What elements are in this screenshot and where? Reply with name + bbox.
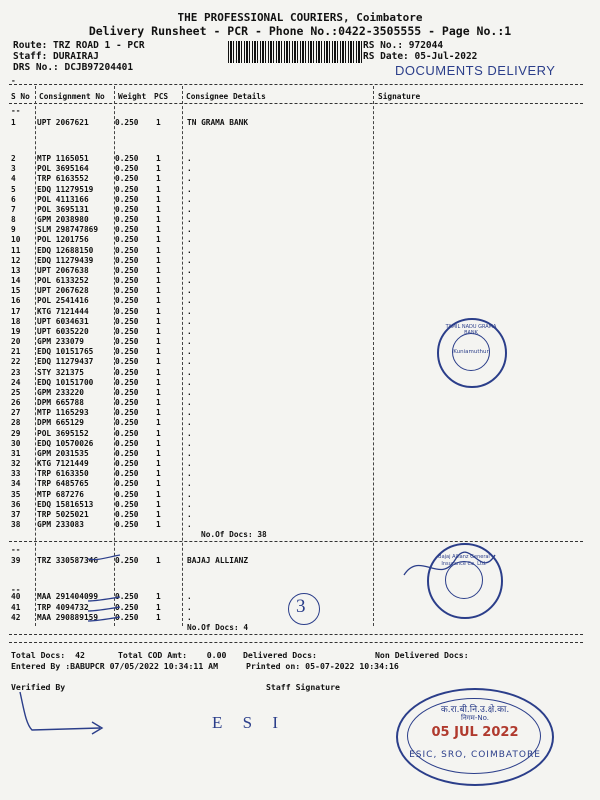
cell-cons: TRZ 330587346 — [37, 556, 99, 565]
cell-pcs: 1 — [156, 245, 161, 255]
verified-by: Verified By — [11, 682, 66, 692]
cell-cons: SLM 298747869 — [37, 225, 99, 235]
cell-sno: 21 — [11, 347, 21, 357]
top-rule — [9, 84, 583, 85]
cell-cons: DPM 665788 — [37, 398, 84, 408]
cell-det: . — [187, 602, 192, 612]
cell-wt: 0.250 — [115, 164, 139, 174]
cell-det: . — [187, 367, 192, 377]
esic-stamp-mid: निगम-No. — [461, 714, 489, 722]
cell-pcs: 1 — [156, 613, 161, 623]
cell-sno: 31 — [11, 448, 21, 458]
cell-wt: 0.250 — [115, 235, 139, 245]
cell-wt: 0.250 — [115, 418, 139, 428]
cell-pcs: 1 — [156, 286, 161, 296]
cell-det: . — [187, 592, 192, 601]
cell-wt: 0.250 — [115, 438, 139, 448]
cell-det: . — [187, 235, 192, 245]
col-separator — [35, 86, 36, 626]
cell-sno: 5 — [11, 184, 16, 194]
cell-det: . — [187, 357, 192, 367]
cell-det: . — [187, 418, 192, 428]
cell-det: . — [187, 438, 192, 448]
total-cod: Total COD Amt: 0.00 — [118, 650, 227, 660]
cell-wt: 0.250 — [115, 337, 139, 347]
cell-wt: 0.250 — [115, 592, 139, 601]
col-weight: Weight — [118, 92, 147, 101]
cell-pcs: 1 — [156, 438, 161, 448]
cell-det: . — [187, 276, 192, 286]
cell-cons: UPT 6035220 — [37, 326, 89, 336]
cell-cons: EDQ 10151700 — [37, 377, 94, 387]
esic-stamp-top: क.रा.बी.नि.उ.क्षे.का. — [440, 705, 510, 715]
cell-wt: 0.250 — [115, 225, 139, 235]
cell-wt: 0.250 — [115, 265, 139, 275]
cell-wt: 0.250 — [115, 296, 139, 306]
cell-cons: STY 321375 — [37, 367, 84, 377]
cell-wt: 0.250 — [115, 184, 139, 194]
cell-wt: 0.250 — [115, 194, 139, 204]
cell-pcs: 1 — [156, 154, 161, 163]
cell-pcs: 1 — [156, 337, 161, 347]
staff-signature: Staff Signature — [266, 682, 340, 692]
cell-det: . — [187, 225, 192, 235]
cell-sno: 30 — [11, 438, 21, 448]
cell-pcs: 1 — [156, 367, 161, 377]
cell-wt: 0.250 — [115, 387, 139, 397]
col-pcs: PCS — [154, 92, 169, 101]
cell-det: . — [187, 337, 192, 347]
cell-sno: 28 — [11, 418, 21, 428]
cell-cons: TRP 6163552 — [37, 174, 89, 184]
cell-cons: POL 4113166 — [37, 194, 89, 204]
cell-sno: 27 — [11, 408, 21, 418]
col-separator — [182, 86, 183, 626]
cell-sno: 7 — [11, 204, 16, 214]
cell-pcs: 1 — [156, 357, 161, 367]
bank-stamp-name: TAMIL NADU GRAMA BANK — [445, 324, 497, 336]
cell-det: . — [187, 326, 192, 336]
cell-cons: UPT 2067628 — [37, 286, 89, 296]
document-type-label: DOCUMENTS DELIVERY — [395, 63, 556, 78]
cell-cons: GPM 233079 — [37, 337, 84, 347]
group-dash: -- — [11, 106, 21, 115]
cell-pcs: 1 — [156, 387, 161, 397]
cell-sno: 32 — [11, 459, 21, 469]
cell-wt: 0.250 — [115, 306, 139, 316]
cell-wt: 0.250 — [115, 245, 139, 255]
cell-det: . — [187, 255, 192, 265]
cell-pcs: 1 — [156, 509, 161, 519]
cell-det: . — [187, 286, 192, 296]
cell-wt: 0.250 — [115, 602, 139, 612]
cell-cons: GPM 233220 — [37, 387, 84, 397]
cell-sno: 16 — [11, 296, 21, 306]
cell-det: . — [187, 398, 192, 408]
cell-det: TN GRAMA BANK — [187, 118, 249, 127]
cell-det: . — [187, 479, 192, 489]
cell-pcs: 1 — [156, 408, 161, 418]
cell-pcs: 1 — [156, 469, 161, 479]
cell-sno: 8 — [11, 215, 16, 225]
cell-cons: KTG 7121444 — [37, 306, 89, 316]
cell-pcs: 1 — [156, 459, 161, 469]
cell-wt: 0.250 — [115, 276, 139, 286]
cell-det: . — [187, 377, 192, 387]
cell-pcs: 1 — [156, 418, 161, 428]
cell-pcs: 1 — [156, 398, 161, 408]
cell-det: . — [187, 194, 192, 204]
cell-pcs: 1 — [156, 316, 161, 326]
col-separator — [373, 86, 374, 626]
col-signature: Signature — [378, 92, 421, 101]
cell-det: . — [187, 499, 192, 509]
cell-wt: 0.250 — [115, 520, 139, 530]
cell-det: . — [187, 296, 192, 306]
cell-sno: 25 — [11, 387, 21, 397]
group-dash: -- — [11, 585, 21, 594]
cell-cons: MTP 1165051 — [37, 154, 89, 163]
cell-pcs: 1 — [156, 499, 161, 509]
cell-sno: 19 — [11, 326, 21, 336]
insurance-stamp-name: Bajaj Allianz General Insurance Co. Ltd. — [438, 554, 490, 567]
staff-label: Staff: DURAIRAJ — [13, 51, 99, 62]
cell-cons: GPM 233083 — [37, 520, 84, 530]
cell-det: . — [187, 613, 192, 623]
esic-stamp — [396, 688, 554, 786]
cell-sno: 37 — [11, 509, 21, 519]
signature-scribble-icon — [400, 545, 500, 595]
cell-sno: 2 — [11, 154, 16, 163]
cell-cons: POL 6133252 — [37, 276, 89, 286]
group4-doc-count: No.Of Docs: 4 — [187, 623, 249, 632]
cell-cons: EDQ 15816513 — [37, 499, 94, 509]
cell-wt: 0.250 — [115, 174, 139, 184]
cell-sno: 3 — [11, 164, 16, 174]
cell-wt: 0.250 — [115, 326, 139, 336]
cell-det: BAJAJ ALLIANZ — [187, 556, 249, 565]
cell-wt: 0.250 — [115, 499, 139, 509]
cell-det: . — [187, 265, 192, 275]
cell-wt: 0.250 — [115, 509, 139, 519]
cell-cons: EDQ 11279519 — [37, 184, 94, 194]
cell-pcs: 1 — [156, 276, 161, 286]
cell-sno: 18 — [11, 316, 21, 326]
cell-cons: KTG 7121449 — [37, 459, 89, 469]
cell-wt: 0.250 — [115, 398, 139, 408]
cell-cons: POL 2541416 — [37, 296, 89, 306]
cell-cons: EDQ 12688150 — [37, 245, 94, 255]
cell-sno: 12 — [11, 255, 21, 265]
cell-pcs: 1 — [156, 428, 161, 438]
runsheet-subtitle: Delivery Runsheet - PCR - Phone No.:0422-3505555 - Page No.:1 — [88, 24, 512, 38]
group-rule — [9, 541, 583, 542]
cell-det: . — [187, 459, 192, 469]
cell-pcs: 1 — [156, 296, 161, 306]
cell-cons: EDQ 11279437 — [37, 357, 94, 367]
cell-sno: 29 — [11, 428, 21, 438]
bank-stamp-branch: Kuniamuthur — [453, 349, 489, 355]
cell-sno: 14 — [11, 276, 21, 286]
cell-cons: MTP 687276 — [37, 489, 84, 499]
route-label: Route: TRZ ROAD 1 - PCR — [13, 40, 145, 51]
cell-sno: 20 — [11, 337, 21, 347]
group-dash: -- — [11, 545, 21, 554]
cell-sno: 4 — [11, 174, 16, 184]
bank-stamp — [437, 318, 507, 388]
cell-cons: EDQ 11279439 — [37, 255, 94, 265]
cell-pcs: 1 — [156, 377, 161, 387]
cell-wt: 0.250 — [115, 204, 139, 214]
cell-wt: 0.250 — [115, 255, 139, 265]
cell-wt: 0.250 — [115, 613, 139, 623]
cell-det: . — [187, 509, 192, 519]
cell-wt: 0.250 — [115, 357, 139, 367]
cell-pcs: 1 — [156, 326, 161, 336]
cell-det: . — [187, 184, 192, 194]
cell-wt: 0.250 — [115, 154, 139, 163]
cell-cons: TRP 6485765 — [37, 479, 89, 489]
rs-date: RS Date: 05-Jul-2022 — [363, 51, 478, 62]
cell-pcs: 1 — [156, 225, 161, 235]
cell-cons: TRP 5025021 — [37, 509, 89, 519]
group2-doc-count: No.Of Docs: 38 — [201, 530, 267, 539]
cell-pcs: 1 — [156, 174, 161, 184]
cell-sno: 26 — [11, 398, 21, 408]
col-consignment: Consignment No — [39, 92, 105, 101]
cell-sno: 11 — [11, 245, 21, 255]
cell-wt: 0.250 — [115, 489, 139, 499]
handwritten-arrow-icon — [10, 690, 120, 745]
cell-det: . — [187, 316, 192, 326]
cell-sno: 36 — [11, 499, 21, 509]
cell-cons: GPM 2038980 — [37, 215, 89, 225]
cell-pcs: 1 — [156, 204, 161, 214]
cell-pcs: 1 — [156, 592, 161, 601]
cell-det: . — [187, 448, 192, 458]
cell-pcs: 1 — [156, 556, 161, 565]
cell-pcs: 1 — [156, 602, 161, 612]
cell-wt: 0.250 — [115, 459, 139, 469]
cell-wt: 0.250 — [115, 377, 139, 387]
delivered-docs: Delivered Docs: — [243, 650, 317, 660]
col-sno: S No — [11, 92, 30, 101]
cell-det: . — [187, 387, 192, 397]
esic-stamp-bottom: ESIC, SRO, COIMBATORE — [409, 750, 541, 760]
cell-wt: 0.250 — [115, 118, 139, 127]
cell-sno: 33 — [11, 469, 21, 479]
cell-wt: 0.250 — [115, 408, 139, 418]
cell-cons: DPM 665129 — [37, 418, 84, 428]
cell-sno: 40 — [11, 592, 21, 601]
cell-sno: 23 — [11, 367, 21, 377]
cell-sno: 1 — [11, 118, 16, 127]
cell-sno: 39 — [11, 556, 21, 565]
cell-cons: UPT 2067638 — [37, 265, 89, 275]
cell-sno: 15 — [11, 286, 21, 296]
tick-marks-icon — [86, 553, 126, 633]
cell-wt: 0.250 — [115, 316, 139, 326]
company-title: THE PROFESSIONAL COURIERS, Coimbatore — [177, 11, 423, 24]
cell-cons: MTP 1165293 — [37, 408, 89, 418]
entered-by: Entered By :BABUPCR 07/05/2022 10:34:11 AM — [11, 661, 219, 671]
handwritten-count: 3 — [296, 596, 306, 617]
cell-sno: 41 — [11, 602, 21, 612]
cell-wt: 0.250 — [115, 347, 139, 357]
cell-cons: TRP 4094732 — [37, 602, 89, 612]
cell-sno: 42 — [11, 613, 21, 623]
cell-pcs: 1 — [156, 520, 161, 530]
cell-wt: 0.250 — [115, 556, 139, 565]
cell-sno: 22 — [11, 357, 21, 367]
cell-wt: 0.250 — [115, 367, 139, 377]
cell-pcs: 1 — [156, 235, 161, 245]
cell-cons: POL 1201756 — [37, 235, 89, 245]
cell-cons: POL 3695131 — [37, 204, 89, 214]
cell-det: . — [187, 215, 192, 225]
cell-pcs: 1 — [156, 184, 161, 194]
header-rule — [9, 103, 583, 104]
cell-pcs: 1 — [156, 164, 161, 174]
cell-sno: 6 — [11, 194, 16, 204]
barcode — [228, 41, 363, 63]
cell-wt: 0.250 — [115, 469, 139, 479]
cell-wt: 0.250 — [115, 286, 139, 296]
cell-cons: UPT 6034631 — [37, 316, 89, 326]
group-rule — [9, 642, 583, 643]
cell-sno: 17 — [11, 306, 21, 316]
cell-cons: POL 3695164 — [37, 164, 89, 174]
cell-cons: GPM 2031535 — [37, 448, 89, 458]
cell-sno: 24 — [11, 377, 21, 387]
cell-pcs: 1 — [156, 255, 161, 265]
cell-det: . — [187, 306, 192, 316]
drs-number: DRS No.: DCJB97204401 — [13, 62, 134, 73]
handwritten-esi: E S I — [212, 713, 286, 732]
cell-cons: EDQ 10151765 — [37, 347, 94, 357]
cell-cons: MAA 291404099 — [37, 592, 99, 601]
cell-det: . — [187, 520, 192, 530]
cell-cons: POL 3695152 — [37, 428, 89, 438]
cell-sno: 9 — [11, 225, 16, 235]
esic-stamp-date: 05 JUL 2022 — [431, 725, 519, 740]
cell-wt: 0.250 — [115, 215, 139, 225]
cell-pcs: 1 — [156, 448, 161, 458]
cell-det: . — [187, 174, 192, 184]
cell-wt: 0.250 — [115, 479, 139, 489]
cell-pcs: 1 — [156, 306, 161, 316]
rs-number: RS No.: 972044 — [363, 40, 444, 51]
cell-pcs: 1 — [156, 347, 161, 357]
col-consignee-details: Consignee Details — [186, 92, 266, 101]
cell-det: . — [187, 154, 192, 163]
cell-det: . — [187, 347, 192, 357]
cell-det: . — [187, 428, 192, 438]
cell-sno: 10 — [11, 235, 21, 245]
cell-det: . — [187, 204, 192, 214]
cell-sno: 34 — [11, 479, 21, 489]
cell-pcs: 1 — [156, 194, 161, 204]
cell-cons: EDQ 10570026 — [37, 438, 94, 448]
cell-cons: UPT 2067621 — [37, 118, 89, 127]
cell-wt: 0.250 — [115, 448, 139, 458]
cell-sno: 38 — [11, 520, 21, 530]
cell-det: . — [187, 489, 192, 499]
cell-sno: 13 — [11, 265, 21, 275]
non-delivered-docs: Non Delivered Docs: — [375, 650, 469, 660]
group-rule — [9, 634, 583, 635]
cell-det: . — [187, 164, 192, 174]
cell-pcs: 1 — [156, 479, 161, 489]
total-docs: Total Docs: 42 — [11, 650, 85, 660]
cell-det: . — [187, 245, 192, 255]
cell-sno: 35 — [11, 489, 21, 499]
cell-det: . — [187, 408, 192, 418]
cell-cons: MAA 290889159 — [37, 613, 99, 623]
cell-det: . — [187, 469, 192, 479]
cell-wt: 0.250 — [115, 428, 139, 438]
printed-on: Printed on: 05-07-2022 10:34:16 — [246, 661, 399, 671]
cell-pcs: 1 — [156, 265, 161, 275]
cell-cons: TRP 6163350 — [37, 469, 89, 479]
cell-pcs: 1 — [156, 118, 161, 127]
cell-pcs: 1 — [156, 489, 161, 499]
cell-pcs: 1 — [156, 215, 161, 225]
